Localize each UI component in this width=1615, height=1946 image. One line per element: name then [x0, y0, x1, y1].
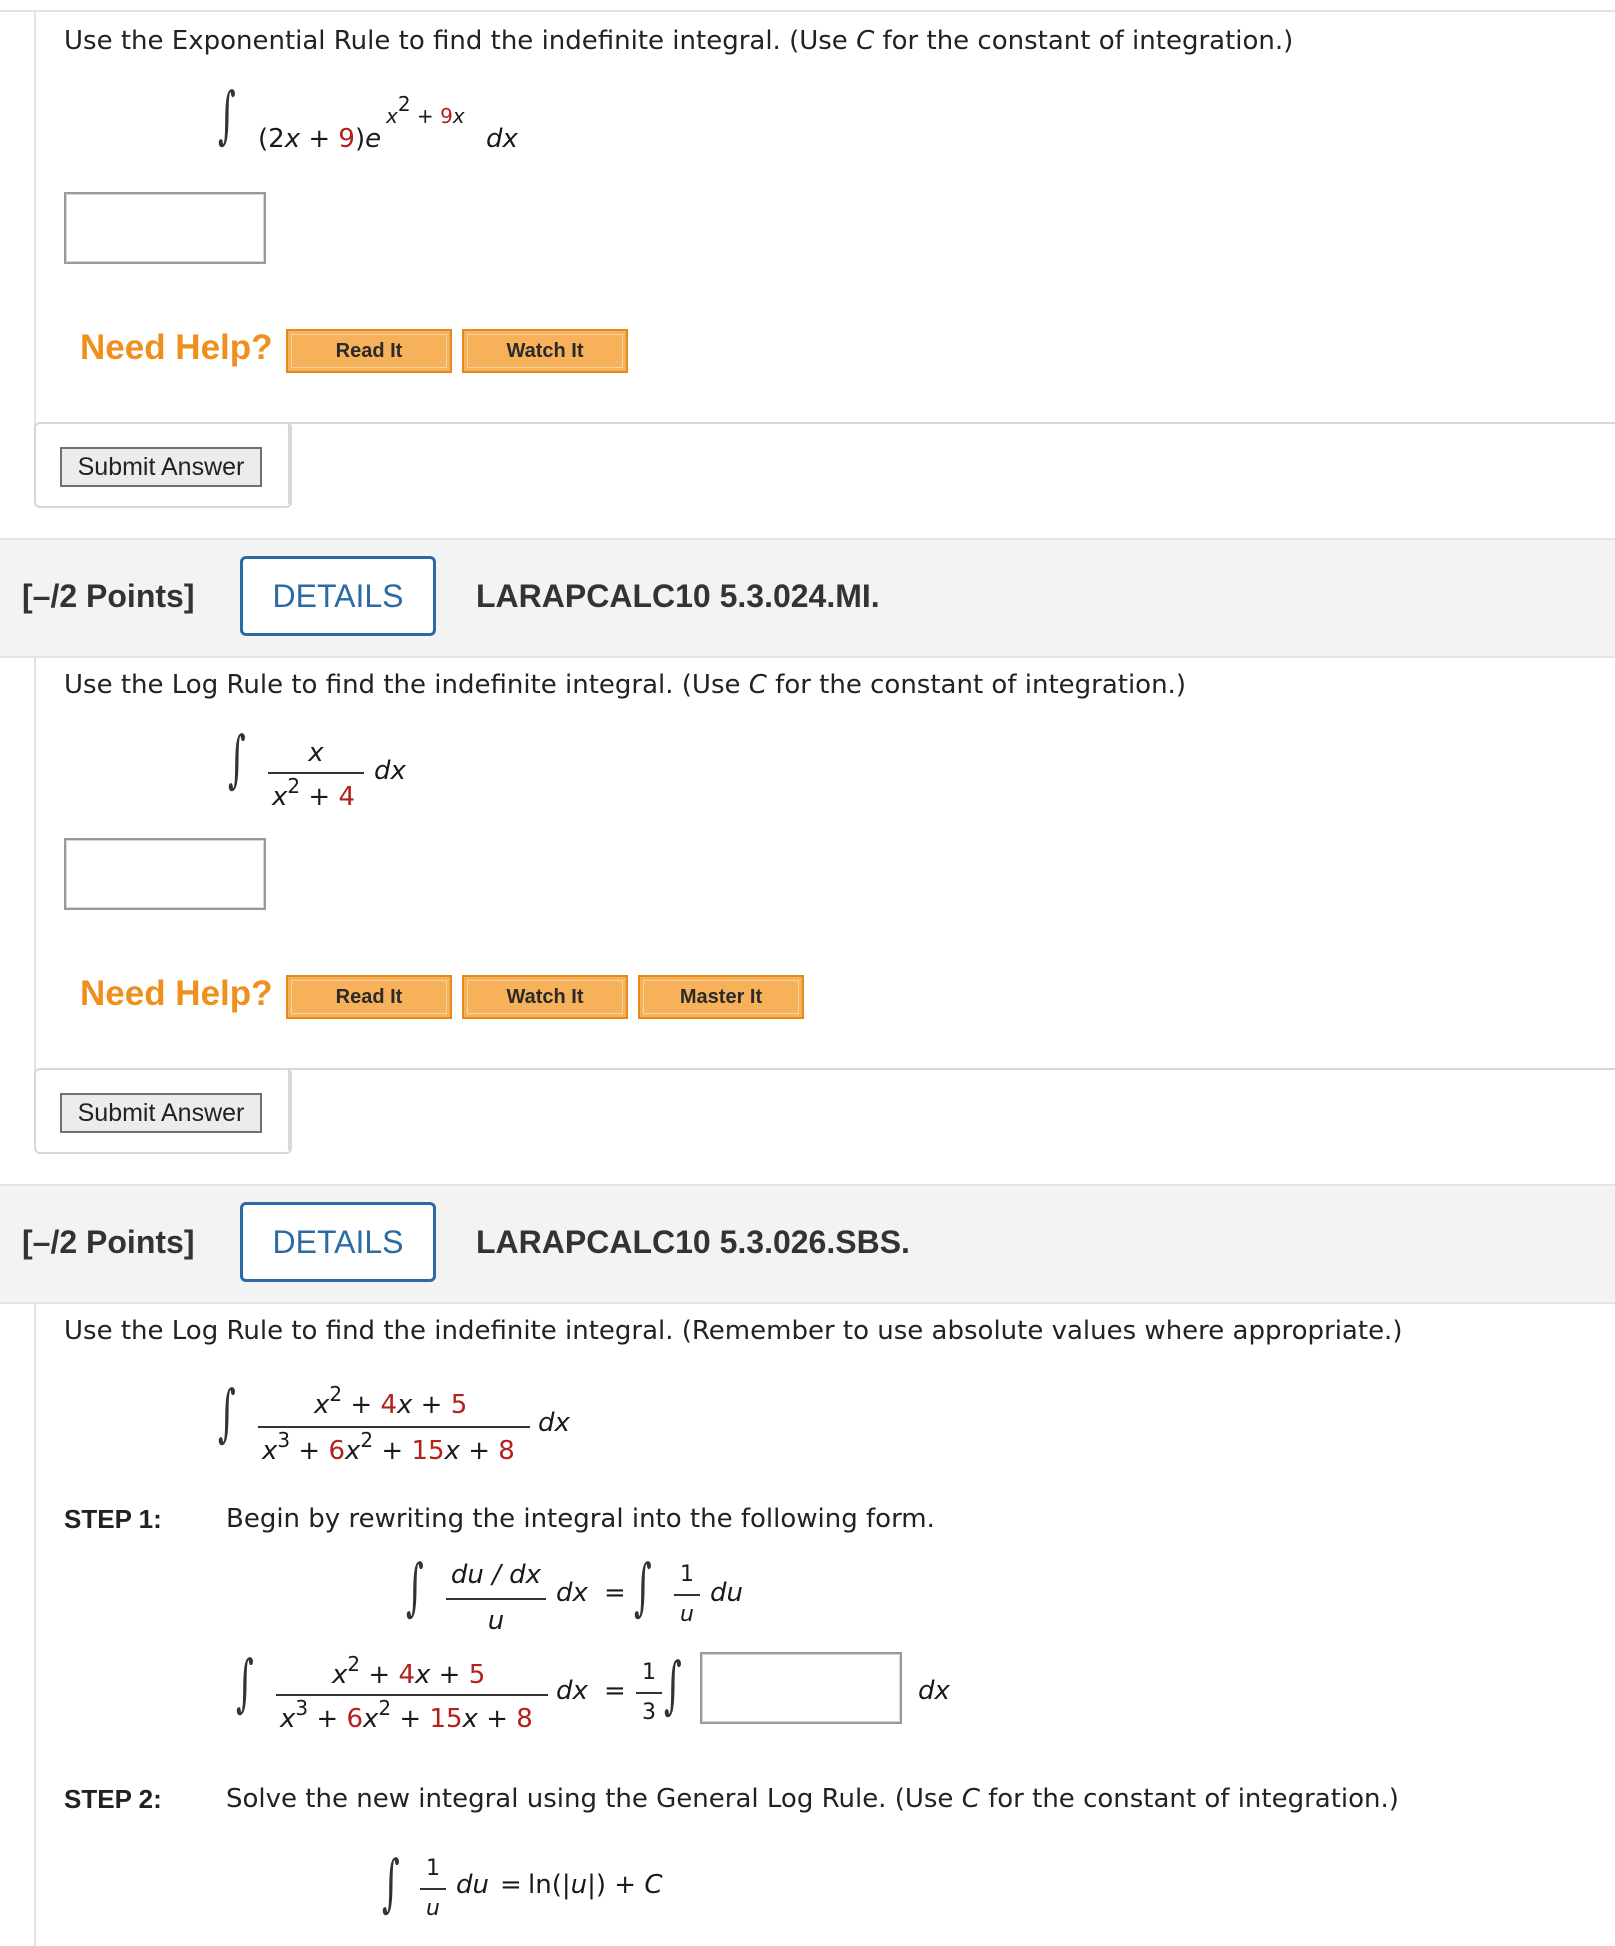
q3-left-border: [34, 1302, 36, 1946]
step1-label: STEP 1:: [64, 1504, 162, 1534]
q1-integrand: (2x + 9)e: [258, 124, 382, 154]
q2-details-button[interactable]: DETAILS: [240, 556, 436, 636]
step1-rewrite-three: 3: [642, 1700, 656, 1725]
step1-rewrite-third-bar: [636, 1692, 662, 1694]
step1-form-fraction-bar: [446, 1598, 546, 1600]
step1-rewrite-integral-right: ∫: [664, 1648, 682, 1721]
q1-prompt: Use the Exponential Rule to find the indefinite integral. (Use C for the constant of integration.): [64, 26, 1294, 56]
q3-prompt: Use the Log Rule to find the indefinite integral. (Remember to use absolute values where appropriate.): [64, 1316, 1403, 1346]
q3-fraction-bar: [258, 1426, 530, 1428]
step1-form-integral-right: ∫: [634, 1550, 652, 1623]
step2-one: 1: [426, 1856, 440, 1881]
step2-integral: ∫: [382, 1846, 400, 1919]
q1-need-help-label: Need Help?: [80, 328, 273, 367]
step1-form-equals: =: [604, 1578, 626, 1608]
top-divider: [0, 10, 1615, 12]
step1-form-one: 1: [680, 1562, 694, 1587]
q1-feedback-edge: [288, 422, 290, 504]
q3-denominator: $x^3 + 6x^2 + 15x + 8$: [262, 1428, 515, 1466]
step1-form-denominator: u: [487, 1606, 505, 1636]
step2-text: Solve the new integral using the General Log Rule. (Use C for the constant of integration.): [226, 1784, 1399, 1814]
q1-watch-it-button[interactable]: Watch It: [462, 329, 628, 373]
step1-form-du: du: [710, 1578, 743, 1608]
q2-denominator: $x^2 + 4$: [272, 774, 355, 812]
step1-answer-dx: dx: [918, 1676, 950, 1706]
q2-submit-button[interactable]: Submit Answer: [60, 1093, 262, 1133]
q2-read-it-button[interactable]: Read It: [286, 975, 452, 1019]
step1-form-numerator: du / dx: [450, 1560, 542, 1590]
step2-equals: =: [500, 1870, 522, 1900]
step1-rewrite-numerator: $x^2 + 4x + 5$: [332, 1652, 486, 1690]
q2-prompt: Use the Log Rule to find the indefinite integral. (Use C for the constant of integration.): [64, 670, 1186, 700]
step1-form-u: u: [680, 1602, 694, 1627]
step1-rewrite-equals: =: [604, 1676, 626, 1706]
q2-fraction-bar: [268, 772, 364, 774]
q3-points: [–/2 Points]: [22, 1224, 195, 1260]
q3-problem-code: LARAPCALC10 5.3.026.SBS.: [476, 1224, 910, 1260]
q2-feedback-edge: [288, 1068, 290, 1150]
q3-numerator: $x^2 + 4x + 5$: [314, 1382, 468, 1420]
q1-dx: dx: [486, 124, 518, 154]
q1-read-it-button[interactable]: Read It: [286, 329, 452, 373]
q2-watch-it-button[interactable]: Watch It: [462, 975, 628, 1019]
q2-master-it-button[interactable]: Master It: [638, 975, 804, 1019]
step2-du: du: [456, 1870, 489, 1900]
q1-answer-input[interactable]: [64, 192, 266, 264]
q3-integral-sign: ∫: [218, 1376, 236, 1449]
step1-form-dx: dx: [556, 1578, 588, 1608]
step2-fraction-bar: [420, 1888, 446, 1890]
step2-u: u: [426, 1896, 440, 1921]
q2-feedback-divider: [288, 1068, 1615, 1070]
step1-rewrite-denominator: $x^3 + 6x^2 + 15x + 8$: [280, 1696, 533, 1734]
q3-details-button[interactable]: DETAILS: [240, 1202, 436, 1282]
q2-points: [–/2 Points]: [22, 578, 195, 614]
q2-need-help-label: Need Help?: [80, 974, 273, 1013]
step1-form-one-bar: [674, 1594, 700, 1596]
q2-integral-sign: ∫: [228, 722, 246, 795]
q1-feedback-divider: [288, 422, 1615, 424]
q3-dx: dx: [538, 1408, 570, 1438]
step1-form-integral-left: ∫: [406, 1550, 424, 1623]
q2-dx: dx: [374, 756, 406, 786]
step1-answer-input[interactable]: [700, 1652, 902, 1724]
q1-submit-button[interactable]: Submit Answer: [60, 447, 262, 487]
step1-rewrite-one: 1: [642, 1660, 656, 1685]
q1-exponent: x2 + 9x: [386, 92, 465, 128]
step2-log-result: ln(|u|) + C: [528, 1870, 663, 1900]
q2-problem-code: LARAPCALC10 5.3.024.MI.: [476, 578, 880, 614]
step1-rewrite-integral: ∫: [236, 1646, 254, 1719]
step2-label: STEP 2:: [64, 1784, 162, 1814]
q2-answer-input[interactable]: [64, 838, 266, 910]
q1-integral-sign: ∫: [218, 78, 236, 151]
step1-rewrite-dx: dx: [556, 1676, 588, 1706]
step1-text: Begin by rewriting the integral into the following form.: [226, 1504, 935, 1534]
q2-numerator: x: [308, 738, 324, 768]
step1-rewrite-fraction-bar: [276, 1694, 548, 1696]
